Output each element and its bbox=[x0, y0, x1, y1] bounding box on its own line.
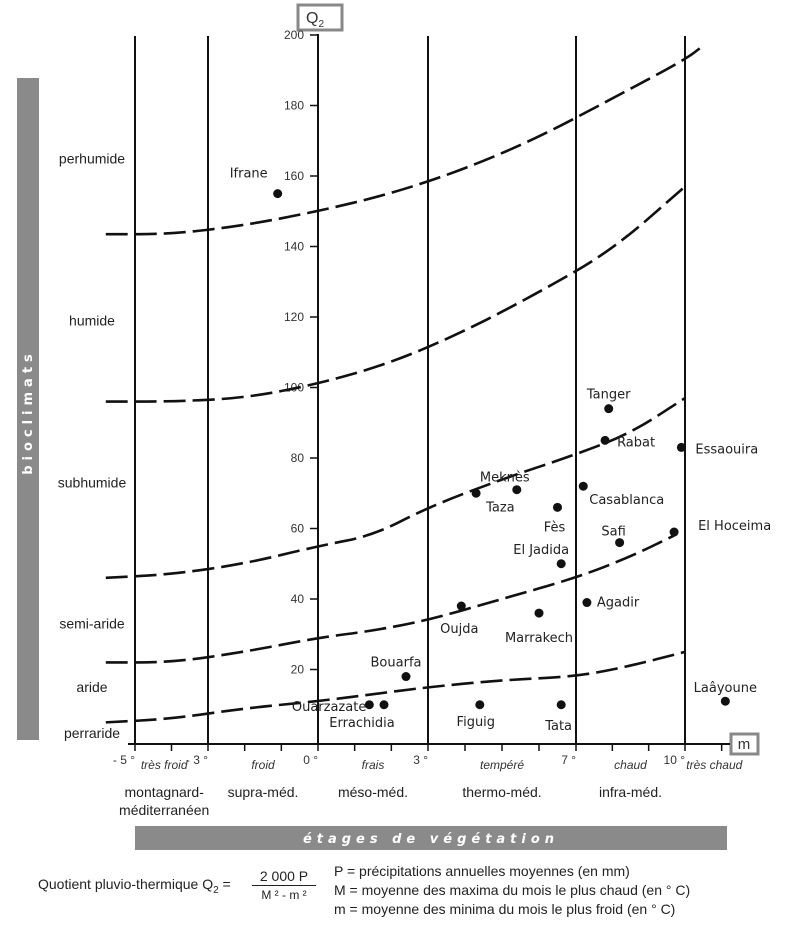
thermal-variants bbox=[141, 758, 743, 772]
vegetation-stage-label: supra-méd. bbox=[227, 784, 299, 800]
station-label: Oujda bbox=[440, 622, 479, 638]
etages-banner-label: étages de végétation bbox=[302, 832, 560, 847]
bioclimate-label: aride bbox=[76, 679, 108, 696]
formula-left bbox=[38, 876, 231, 896]
y-tick-label: 100 bbox=[283, 380, 304, 395]
station-label: Agadir bbox=[596, 595, 640, 611]
y-tick-label: 60 bbox=[290, 521, 304, 536]
bioclimate-label: humide bbox=[69, 312, 115, 329]
y-tick-label: 40 bbox=[290, 592, 304, 606]
bioclimate-boundaries bbox=[106, 46, 704, 723]
x-tick-label: 0 ° bbox=[303, 753, 318, 767]
formula-equals: = bbox=[222, 876, 231, 892]
station-label: Ifrane bbox=[229, 166, 268, 182]
station-label: Ouarzazate bbox=[291, 699, 367, 715]
thermal-variant-label: tempéré bbox=[479, 758, 525, 772]
y-tick-label: 200 bbox=[283, 28, 304, 42]
formula-legend-p: P = précipitations annuelles moyennes (en mm) bbox=[334, 863, 630, 879]
thermal-variant-label: frais bbox=[361, 758, 385, 772]
x-tick-label: 10 ° bbox=[663, 753, 685, 767]
formula-fraction bbox=[252, 868, 316, 902]
vegetation-stage-label: montagnard- bbox=[124, 784, 204, 800]
station-label: Casablanca bbox=[589, 493, 665, 509]
formula-numerator: 2 000 P bbox=[252, 868, 316, 886]
station-label: Fès bbox=[543, 520, 566, 536]
station-point bbox=[380, 700, 389, 709]
station-point bbox=[402, 672, 411, 681]
station-label: Tanger bbox=[586, 387, 631, 403]
bioclimate-label: subhumide bbox=[57, 474, 127, 491]
bioclimats-banner-label: bioclimats bbox=[21, 349, 36, 475]
station-point bbox=[582, 598, 591, 607]
thermal-variant-label: très chaud bbox=[686, 758, 743, 772]
y-tick-label: 160 bbox=[283, 169, 304, 183]
y-axis-label-main: Q bbox=[306, 10, 319, 27]
formula-block bbox=[38, 863, 778, 943]
station-label: El Hoceima bbox=[698, 519, 772, 535]
station-point bbox=[475, 700, 484, 709]
station-point bbox=[604, 404, 613, 413]
station-point bbox=[512, 485, 521, 494]
station-point bbox=[670, 528, 679, 537]
station-label: Essaouira bbox=[695, 442, 759, 458]
vegetation-stages bbox=[119, 784, 662, 818]
vegetation-stage-label: méso-méd. bbox=[337, 784, 409, 800]
formula-denominator: M ² - m ² bbox=[261, 888, 307, 902]
station-point bbox=[601, 436, 610, 445]
formula-prefix-sub: 2 bbox=[213, 884, 219, 896]
y-tick-label: 80 bbox=[290, 451, 304, 465]
y-tick-label: 180 bbox=[283, 98, 304, 113]
thermal-variant-label: froid bbox=[251, 758, 275, 772]
station-label: Figuig bbox=[456, 714, 496, 730]
boundary-line bbox=[106, 46, 704, 235]
vegetation-stage-label-line2: méditerranéen bbox=[119, 802, 210, 818]
station-label: Tata bbox=[545, 718, 573, 734]
bioclimate-labels bbox=[58, 150, 127, 741]
station-point bbox=[273, 189, 282, 198]
x-tick-label: - 3 ° bbox=[185, 753, 208, 767]
station-point bbox=[579, 482, 588, 491]
station-label: Bouarfa bbox=[370, 655, 422, 671]
station-label: Rabat bbox=[617, 435, 656, 451]
y-tick-label: 120 bbox=[283, 310, 304, 324]
station-point bbox=[535, 609, 544, 618]
station-label: Errachidia bbox=[329, 715, 395, 731]
y-tick-label: 140 bbox=[283, 239, 304, 254]
x-axis-label: m bbox=[737, 736, 751, 753]
x-tick-label: - 5 ° bbox=[112, 753, 135, 767]
thermal-variant-label: très froid bbox=[140, 758, 188, 772]
station-point bbox=[721, 697, 730, 706]
x-tick-label: 3 ° bbox=[413, 753, 428, 767]
y-axis bbox=[284, 28, 318, 744]
formula-legend-M: M = moyenne des maxima du mois le plus chaud (en ° C) bbox=[334, 882, 691, 898]
formula-legend bbox=[334, 862, 690, 919]
boundary-line bbox=[106, 398, 685, 578]
stations bbox=[230, 167, 771, 734]
formula-legend-m: m = moyenne des minima du mois le plus froid (en ° C) bbox=[334, 901, 676, 917]
station-label: Safi bbox=[601, 524, 626, 540]
station-label: Laâyoune bbox=[693, 681, 757, 697]
y-tick-label: 20 bbox=[290, 662, 304, 677]
bioclimate-label: semi-aride bbox=[59, 615, 125, 632]
thermal-variant-label: chaud bbox=[614, 758, 647, 772]
station-point bbox=[457, 602, 466, 611]
formula-prefix: Quotient pluvio-thermique Q bbox=[38, 876, 214, 892]
station-label: Meknès bbox=[479, 470, 530, 486]
station-point bbox=[472, 489, 481, 498]
station-point bbox=[557, 700, 566, 709]
station-label: Taza bbox=[486, 500, 515, 516]
boundary-line bbox=[106, 187, 685, 402]
y-axis-label-sub: 2 bbox=[318, 19, 325, 30]
station-label: El Jadida bbox=[513, 542, 570, 558]
vegetation-stage-label: thermo-méd. bbox=[462, 784, 542, 800]
station-point bbox=[557, 559, 566, 568]
station-point bbox=[553, 503, 562, 512]
bioclimate-label: perraride bbox=[63, 724, 121, 741]
x-tick-label: 7 ° bbox=[561, 753, 576, 767]
vegetation-stage-label: infra-méd. bbox=[598, 784, 663, 800]
bioclimate-label: perhumide bbox=[58, 150, 126, 167]
station-label: Marrakech bbox=[504, 631, 574, 647]
station-point bbox=[677, 443, 686, 452]
